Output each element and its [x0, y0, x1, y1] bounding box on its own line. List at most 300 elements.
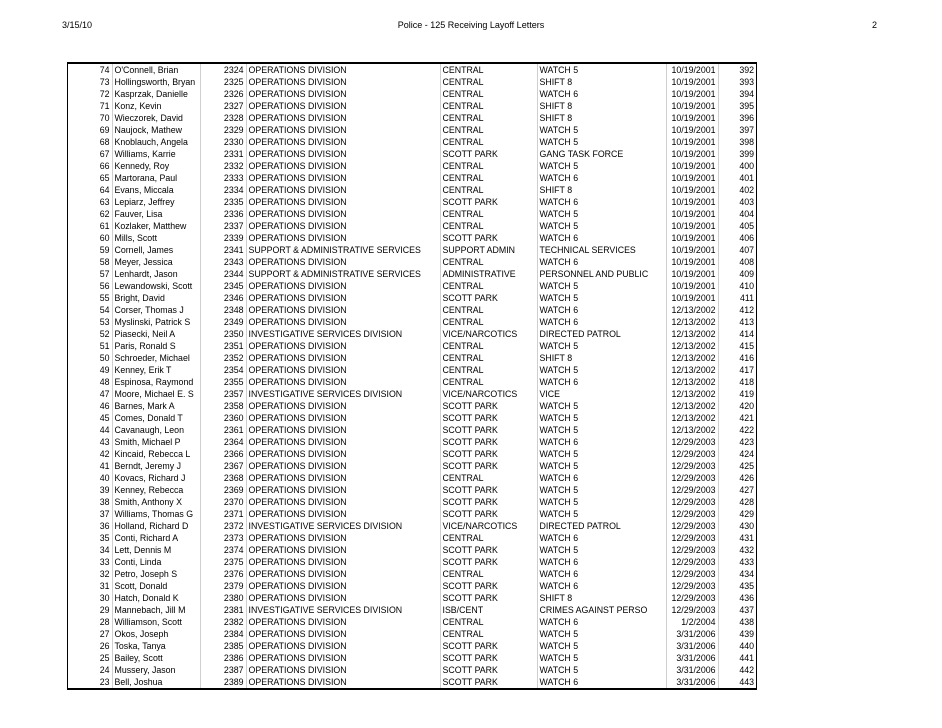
cell-date: 3/31/2006 — [666, 652, 718, 664]
cell-area: CENTRAL — [440, 304, 537, 316]
cell-unit: WATCH 5 — [537, 280, 666, 292]
cell-division: OPERATIONS DIVISION — [246, 496, 440, 508]
cell-area: SCOTT PARK — [440, 496, 537, 508]
cell-seq: 400 — [718, 160, 756, 172]
table-row — [68, 244, 756, 256]
cell-area: CENTRAL — [440, 316, 537, 328]
cell-badge: 2371 — [200, 508, 246, 520]
cell-name: Wieczorek, David — [112, 112, 200, 124]
cell-unit: WATCH 5 — [537, 448, 666, 460]
cell-date: 12/29/2003 — [666, 472, 718, 484]
cell-badge: 2384 — [200, 628, 246, 640]
cell-name: Conti, Richard A — [112, 532, 200, 544]
cell-badge: 2355 — [200, 376, 246, 388]
cell-division: OPERATIONS DIVISION — [246, 448, 440, 460]
cell-division: OPERATIONS DIVISION — [246, 88, 440, 100]
cell-date: 12/29/2003 — [666, 508, 718, 520]
table-row — [68, 640, 756, 652]
cell-unit: WATCH 5 — [537, 628, 666, 640]
cell-name: Bell, Joshua — [112, 676, 200, 689]
cell-seq: 407 — [718, 244, 756, 256]
cell-area: CENTRAL — [440, 184, 537, 196]
table-row — [68, 280, 756, 292]
cell-area: CENTRAL — [440, 124, 537, 136]
cell-area: CENTRAL — [440, 256, 537, 268]
cell-seq: 396 — [718, 112, 756, 124]
cell-seq: 443 — [718, 676, 756, 689]
cell-division: OPERATIONS DIVISION — [246, 568, 440, 580]
cell-badge: 2324 — [200, 64, 246, 77]
cell-seq: 433 — [718, 556, 756, 568]
cell-division: OPERATIONS DIVISION — [246, 592, 440, 604]
cell-badge: 2354 — [200, 364, 246, 376]
table-row — [68, 196, 756, 208]
cell-rank: 69 — [99, 125, 110, 135]
cell-unit: WATCH 5 — [537, 400, 666, 412]
cell-division: SUPPORT & ADMINISTRATIVE SERVICES — [246, 268, 440, 280]
cell-rank: 31 — [99, 581, 110, 591]
cell-badge: 2386 — [200, 652, 246, 664]
cell-division: OPERATIONS DIVISION — [246, 664, 440, 676]
cell-date: 12/13/2002 — [666, 304, 718, 316]
cell-division: INVESTIGATIVE SERVICES DIVISION — [246, 604, 440, 616]
cell-seq: 439 — [718, 628, 756, 640]
cell-badge: 2348 — [200, 304, 246, 316]
cell-date: 12/13/2002 — [666, 388, 718, 400]
cell-area: CENTRAL — [440, 628, 537, 640]
table-row — [68, 484, 756, 496]
cell-date: 12/13/2002 — [666, 340, 718, 352]
cell-division: OPERATIONS DIVISION — [246, 508, 440, 520]
cell-area: CENTRAL — [440, 364, 537, 376]
cell-area: SCOTT PARK — [440, 580, 537, 592]
cell-name: Kenney, Erik T — [112, 364, 200, 376]
cell-seq: 427 — [718, 484, 756, 496]
cell-seq: 441 — [718, 652, 756, 664]
cell-name: Conti, Linda — [112, 556, 200, 568]
cell-badge: 2350 — [200, 328, 246, 340]
cell-area: SCOTT PARK — [440, 148, 537, 160]
cell-area: CENTRAL — [440, 208, 537, 220]
cell-division: OPERATIONS DIVISION — [246, 472, 440, 484]
table-row — [68, 376, 756, 388]
cell-rank: 58 — [99, 257, 110, 267]
cell-area: CENTRAL — [440, 88, 537, 100]
cell-rank: 30 — [99, 593, 110, 603]
table-row — [68, 316, 756, 328]
cell-seq: 424 — [718, 448, 756, 460]
cell-seq: 416 — [718, 352, 756, 364]
cell-unit: VICE — [537, 388, 666, 400]
cell-area: SCOTT PARK — [440, 592, 537, 604]
cell-date: 3/31/2006 — [666, 628, 718, 640]
cell-name: Mussery, Jason — [112, 664, 200, 676]
cell-name: Kovacs, Richard J — [112, 472, 200, 484]
cell-unit: WATCH 6 — [537, 88, 666, 100]
cell-date: 12/29/2003 — [666, 460, 718, 472]
cell-unit: WATCH 6 — [537, 196, 666, 208]
cell-seq: 404 — [718, 208, 756, 220]
cell-seq: 394 — [718, 88, 756, 100]
cell-unit: WATCH 6 — [537, 232, 666, 244]
cell-division: OPERATIONS DIVISION — [246, 256, 440, 268]
table-row — [68, 592, 756, 604]
cell-seq: 401 — [718, 172, 756, 184]
cell-rank: 51 — [99, 341, 110, 351]
cell-date: 10/19/2001 — [666, 184, 718, 196]
cell-unit: WATCH 6 — [537, 676, 666, 689]
table-row — [68, 568, 756, 580]
print-date: 3/15/10 — [62, 20, 93, 30]
cell-unit: SHIFT 8 — [537, 100, 666, 112]
cell-rank: 35 — [99, 533, 110, 543]
cell-division: OPERATIONS DIVISION — [246, 676, 440, 689]
cell-rank: 29 — [99, 605, 110, 615]
table-row — [68, 364, 756, 376]
cell-seq: 412 — [718, 304, 756, 316]
cell-seq: 410 — [718, 280, 756, 292]
table-row — [68, 256, 756, 268]
cell-name: Williams, Karrie — [112, 148, 200, 160]
table-row — [68, 136, 756, 148]
cell-name: Smith, Anthony X — [112, 496, 200, 508]
cell-rank: 72 — [99, 89, 110, 99]
cell-seq: 418 — [718, 376, 756, 388]
cell-unit: WATCH 5 — [537, 364, 666, 376]
cell-division: OPERATIONS DIVISION — [246, 124, 440, 136]
cell-name: Kenney, Rebecca — [112, 484, 200, 496]
cell-area: CENTRAL — [440, 376, 537, 388]
cell-rank: 60 — [99, 233, 110, 243]
cell-unit: WATCH 6 — [537, 556, 666, 568]
cell-badge: 2382 — [200, 616, 246, 628]
cell-unit: WATCH 5 — [537, 424, 666, 436]
cell-date: 12/29/2003 — [666, 532, 718, 544]
cell-date: 10/19/2001 — [666, 196, 718, 208]
cell-unit: WATCH 5 — [537, 664, 666, 676]
cell-name: Hollingsworth, Bryan — [112, 76, 200, 88]
cell-division: OPERATIONS DIVISION — [246, 64, 440, 77]
table-row — [68, 160, 756, 172]
cell-badge: 2375 — [200, 556, 246, 568]
cell-rank: 56 — [99, 281, 110, 291]
cell-unit: SHIFT 8 — [537, 112, 666, 124]
cell-division: OPERATIONS DIVISION — [246, 280, 440, 292]
cell-badge: 2327 — [200, 100, 246, 112]
cell-date: 10/19/2001 — [666, 256, 718, 268]
cell-area: CENTRAL — [440, 568, 537, 580]
cell-area: SCOTT PARK — [440, 664, 537, 676]
cell-division: OPERATIONS DIVISION — [246, 184, 440, 196]
cell-name: Smith, Michael P — [112, 436, 200, 448]
cell-rank: 46 — [99, 401, 110, 411]
cell-area: SCOTT PARK — [440, 436, 537, 448]
cell-unit: SHIFT 8 — [537, 592, 666, 604]
cell-unit: WATCH 5 — [537, 64, 666, 77]
table-row — [68, 148, 756, 160]
cell-seq: 429 — [718, 508, 756, 520]
cell-badge: 2328 — [200, 112, 246, 124]
cell-badge: 2364 — [200, 436, 246, 448]
cell-area: CENTRAL — [440, 220, 537, 232]
cell-seq: 420 — [718, 400, 756, 412]
cell-division: OPERATIONS DIVISION — [246, 172, 440, 184]
layoff-table — [68, 63, 756, 689]
cell-rank: 54 — [99, 305, 110, 315]
cell-badge: 2343 — [200, 256, 246, 268]
table-row — [68, 220, 756, 232]
cell-unit: WATCH 5 — [537, 544, 666, 556]
cell-badge: 2346 — [200, 292, 246, 304]
cell-unit: WATCH 6 — [537, 316, 666, 328]
cell-name: Berndt, Jeremy J — [112, 460, 200, 472]
table-row — [68, 400, 756, 412]
cell-unit: WATCH 5 — [537, 136, 666, 148]
cell-area: CENTRAL — [440, 340, 537, 352]
page-title: Police - 125 Receiving Layoff Letters — [397, 20, 545, 30]
cell-rank: 41 — [99, 461, 110, 471]
cell-division: OPERATIONS DIVISION — [246, 196, 440, 208]
cell-name: Meyer, Jessica — [112, 256, 200, 268]
cell-date: 10/19/2001 — [666, 160, 718, 172]
cell-seq: 426 — [718, 472, 756, 484]
cell-rank: 43 — [99, 437, 110, 447]
cell-area: CENTRAL — [440, 532, 537, 544]
cell-area: SCOTT PARK — [440, 460, 537, 472]
cell-date: 12/13/2002 — [666, 412, 718, 424]
cell-seq: 431 — [718, 532, 756, 544]
cell-date: 12/13/2002 — [666, 376, 718, 388]
cell-name: Holland, Richard D — [112, 520, 200, 532]
cell-unit: PERSONNEL AND PUBLIC — [537, 268, 666, 280]
cell-unit: SHIFT 8 — [537, 184, 666, 196]
cell-unit: WATCH 6 — [537, 436, 666, 448]
cell-date: 12/13/2002 — [666, 316, 718, 328]
cell-date: 12/29/2003 — [666, 484, 718, 496]
table-row — [68, 304, 756, 316]
cell-division: INVESTIGATIVE SERVICES DIVISION — [246, 520, 440, 532]
cell-date: 12/29/2003 — [666, 496, 718, 508]
cell-badge: 2325 — [200, 76, 246, 88]
cell-unit: WATCH 5 — [537, 652, 666, 664]
cell-badge: 2345 — [200, 280, 246, 292]
cell-name: Barnes, Mark A — [112, 400, 200, 412]
cell-unit: WATCH 6 — [537, 256, 666, 268]
cell-area: CENTRAL — [440, 280, 537, 292]
cell-badge: 2367 — [200, 460, 246, 472]
table-row — [68, 652, 756, 664]
table-row — [68, 208, 756, 220]
cell-name: Lenhardt, Jason — [112, 268, 200, 280]
cell-rank: 37 — [99, 509, 110, 519]
cell-name: Mannebach, Jill M — [112, 604, 200, 616]
cell-unit: DIRECTED PATROL — [537, 328, 666, 340]
cell-division: OPERATIONS DIVISION — [246, 100, 440, 112]
cell-rank: 73 — [99, 77, 110, 87]
cell-rank: 34 — [99, 545, 110, 555]
cell-name: Piasecki, Neil A — [112, 328, 200, 340]
cell-area: SCOTT PARK — [440, 652, 537, 664]
cell-division: OPERATIONS DIVISION — [246, 364, 440, 376]
cell-name: Moore, Michael E. S — [112, 388, 200, 400]
table-row — [68, 616, 756, 628]
cell-name: Knoblauch, Angela — [112, 136, 200, 148]
cell-unit: SHIFT 8 — [537, 352, 666, 364]
cell-name: Scott, Donald — [112, 580, 200, 592]
cell-rank: 27 — [99, 629, 110, 639]
table-row — [68, 664, 756, 676]
cell-unit: WATCH 5 — [537, 124, 666, 136]
cell-date: 12/29/2003 — [666, 520, 718, 532]
cell-rank: 68 — [99, 137, 110, 147]
cell-seq: 425 — [718, 460, 756, 472]
cell-rank: 62 — [99, 209, 110, 219]
cell-name: Kennedy, Roy — [112, 160, 200, 172]
cell-rank: 67 — [99, 149, 110, 159]
cell-unit: WATCH 6 — [537, 568, 666, 580]
table-row — [68, 328, 756, 340]
cell-seq: 422 — [718, 424, 756, 436]
cell-rank: 47 — [99, 389, 110, 399]
cell-badge: 2366 — [200, 448, 246, 460]
cell-area: SCOTT PARK — [440, 400, 537, 412]
cell-name: Bright, David — [112, 292, 200, 304]
cell-division: OPERATIONS DIVISION — [246, 400, 440, 412]
cell-date: 12/29/2003 — [666, 604, 718, 616]
cell-date: 12/13/2002 — [666, 328, 718, 340]
cell-name: Lett, Dennis M — [112, 544, 200, 556]
cell-date: 10/19/2001 — [666, 124, 718, 136]
cell-badge: 2360 — [200, 412, 246, 424]
cell-date: 12/13/2002 — [666, 364, 718, 376]
cell-division: OPERATIONS DIVISION — [246, 484, 440, 496]
cell-name: Bailey, Scott — [112, 652, 200, 664]
table-row — [68, 460, 756, 472]
cell-rank: 59 — [99, 245, 110, 255]
cell-area: CENTRAL — [440, 616, 537, 628]
cell-division: OPERATIONS DIVISION — [246, 436, 440, 448]
cell-date: 3/31/2006 — [666, 676, 718, 689]
cell-unit: WATCH 5 — [537, 496, 666, 508]
cell-date: 3/31/2006 — [666, 640, 718, 652]
cell-division: OPERATIONS DIVISION — [246, 352, 440, 364]
cell-date: 10/19/2001 — [666, 244, 718, 256]
cell-seq: 409 — [718, 268, 756, 280]
cell-seq: 436 — [718, 592, 756, 604]
cell-name: Petro, Joseph S — [112, 568, 200, 580]
cell-date: 10/19/2001 — [666, 76, 718, 88]
cell-badge: 2376 — [200, 568, 246, 580]
cell-date: 12/29/2003 — [666, 436, 718, 448]
cell-badge: 2335 — [200, 196, 246, 208]
cell-rank: 23 — [68, 676, 112, 689]
cell-rank: 38 — [99, 497, 110, 507]
cell-name: Schroeder, Michael — [112, 352, 200, 364]
cell-seq: 398 — [718, 136, 756, 148]
cell-rank: 70 — [99, 113, 110, 123]
table-row — [68, 292, 756, 304]
cell-area: SCOTT PARK — [440, 232, 537, 244]
cell-badge: 2358 — [200, 400, 246, 412]
cell-date: 10/19/2001 — [666, 220, 718, 232]
cell-division: SUPPORT & ADMINISTRATIVE SERVICES — [246, 244, 440, 256]
table-row — [68, 472, 756, 484]
cell-seq: 440 — [718, 640, 756, 652]
cell-badge: 2387 — [200, 664, 246, 676]
cell-area: VICE/NARCOTICS — [440, 328, 537, 340]
cell-area: SCOTT PARK — [440, 556, 537, 568]
cell-division: OPERATIONS DIVISION — [246, 136, 440, 148]
cell-date: 1/2/2004 — [666, 616, 718, 628]
cell-division: INVESTIGATIVE SERVICES DIVISION — [246, 328, 440, 340]
cell-date: 12/13/2002 — [666, 424, 718, 436]
cell-area: CENTRAL — [440, 76, 537, 88]
cell-rank: 65 — [99, 173, 110, 183]
cell-area: ISB/CENT — [440, 604, 537, 616]
cell-rank: 44 — [99, 425, 110, 435]
cell-name: Espinosa, Raymond — [112, 376, 200, 388]
cell-badge: 2373 — [200, 532, 246, 544]
cell-division: OPERATIONS DIVISION — [246, 148, 440, 160]
cell-unit: DIRECTED PATROL — [537, 520, 666, 532]
cell-seq: 442 — [718, 664, 756, 676]
cell-area: ADMINISTRATIVE — [440, 268, 537, 280]
cell-unit: WATCH 6 — [537, 172, 666, 184]
cell-rank: 42 — [99, 449, 110, 459]
cell-seq: 415 — [718, 340, 756, 352]
cell-badge: 2370 — [200, 496, 246, 508]
cell-area: SCOTT PARK — [440, 508, 537, 520]
cell-seq: 402 — [718, 184, 756, 196]
cell-date: 12/13/2002 — [666, 352, 718, 364]
table-row — [68, 112, 756, 124]
cell-date: 10/19/2001 — [666, 64, 718, 77]
cell-date: 12/29/2003 — [666, 568, 718, 580]
cell-area: CENTRAL — [440, 112, 537, 124]
table-row — [68, 388, 756, 400]
cell-badge: 2361 — [200, 424, 246, 436]
cell-unit: WATCH 5 — [537, 412, 666, 424]
cell-division: OPERATIONS DIVISION — [246, 628, 440, 640]
cell-date: 10/19/2001 — [666, 148, 718, 160]
cell-badge: 2351 — [200, 340, 246, 352]
table-body — [68, 64, 756, 689]
cell-name: Kozlaker, Matthew — [112, 220, 200, 232]
table-row — [68, 340, 756, 352]
cell-badge: 2344 — [200, 268, 246, 280]
cell-badge: 2380 — [200, 592, 246, 604]
cell-seq: 434 — [718, 568, 756, 580]
cell-date: 10/19/2001 — [666, 112, 718, 124]
table-row — [68, 448, 756, 460]
cell-rank: 48 — [99, 377, 110, 387]
cell-division: OPERATIONS DIVISION — [246, 304, 440, 316]
table-row — [68, 628, 756, 640]
cell-name: Williamson, Scott — [112, 616, 200, 628]
cell-date: 10/19/2001 — [666, 136, 718, 148]
cell-unit: WATCH 5 — [537, 640, 666, 652]
cell-division: OPERATIONS DIVISION — [246, 544, 440, 556]
cell-name: Evans, Miccala — [112, 184, 200, 196]
cell-rank: 52 — [99, 329, 110, 339]
cell-rank: 36 — [99, 521, 110, 531]
cell-rank: 24 — [99, 665, 110, 675]
cell-rank: 61 — [99, 221, 110, 231]
cell-rank: 64 — [99, 185, 110, 195]
cell-area: SCOTT PARK — [440, 676, 537, 689]
cell-rank: 63 — [99, 197, 110, 207]
cell-name: Cavanaugh, Leon — [112, 424, 200, 436]
